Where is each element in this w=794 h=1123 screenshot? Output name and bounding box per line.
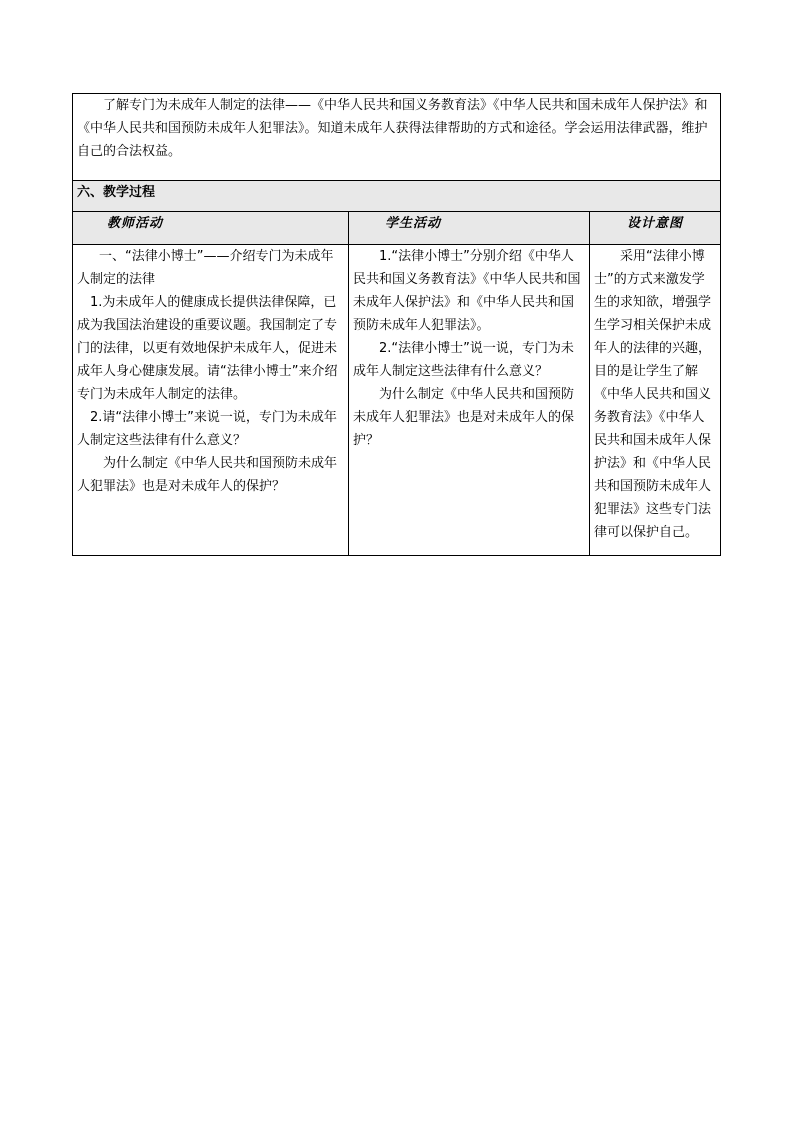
lesson-plan-table [72, 93, 721, 556]
teacher-paragraph: 一、“法律小博士”——介绍专门为未成年人制定的法律 [77, 249, 334, 287]
section-title: 六、教学过程 [73, 181, 721, 212]
content-row [73, 245, 721, 556]
teacher-paragraph: 为什么制定《中华人民共和国预防未成年人犯罪法》也是对未成年人的保护？ [77, 456, 338, 494]
design-intent-cell [590, 245, 721, 556]
objectives-text: 了解专门为未成年人制定的法律——《中华人民共和国义务教育法》《中华人民共和国未成年人保护法》和《中华人民共和国预防未成年人犯罪法》。知道未成年人获得法律帮助的方式和途径。学会运用法律武器，维护自己的合法权益。 [73, 94, 721, 181]
student-paragraph: 1.“法律小博士”分别介绍《中华人民共和国义务教育法》《中华人民共和国未成年人保护法》和《中华人民共和国预防未成年人犯罪法》。 [353, 249, 581, 333]
design-paragraph: 采用“法律小博士”的方式来激发学生的求知欲，增强学生学习相关保护未成年人的法律的兴趣，目的是让学生了解《中华人民共和国义务教育法》《中华人民共和国未成年人保护法》和《中华人民共和国预防未成年人犯罪法》这些专门法律可以保护自己。 [594, 249, 712, 540]
student-paragraph: 2.“法律小博士”说一说，专门为未成年人制定这些法律有什么意义？ [353, 341, 574, 379]
teacher-activity-cell [73, 245, 349, 556]
teacher-paragraph: 1.为未成年人的健康成长提供法律保障，已成为我国法治建设的重要议题。我国制定了专门的法律，以更有效地保护未成年人，促进未成年人身心健康发展。请“法律小博士”来介绍专门为未成年人制定的法律。 [77, 295, 338, 402]
design-intent-header: 设计意图 [590, 212, 721, 245]
objectives-row [73, 94, 721, 181]
student-paragraph: 为什么制定《中华人民共和国预防未成年人犯罪法》也是对未成年人的保护？ [353, 387, 575, 448]
teacher-paragraph: 2.请“法律小博士”来说一说，专门为未成年人制定这些法律有什么意义？ [77, 410, 337, 448]
student-activity-header: 学生活动 [349, 212, 590, 245]
student-activity-cell [349, 245, 590, 556]
header-row [73, 212, 721, 245]
section-row [73, 181, 721, 212]
teacher-activity-header: 教师活动 [73, 212, 349, 245]
